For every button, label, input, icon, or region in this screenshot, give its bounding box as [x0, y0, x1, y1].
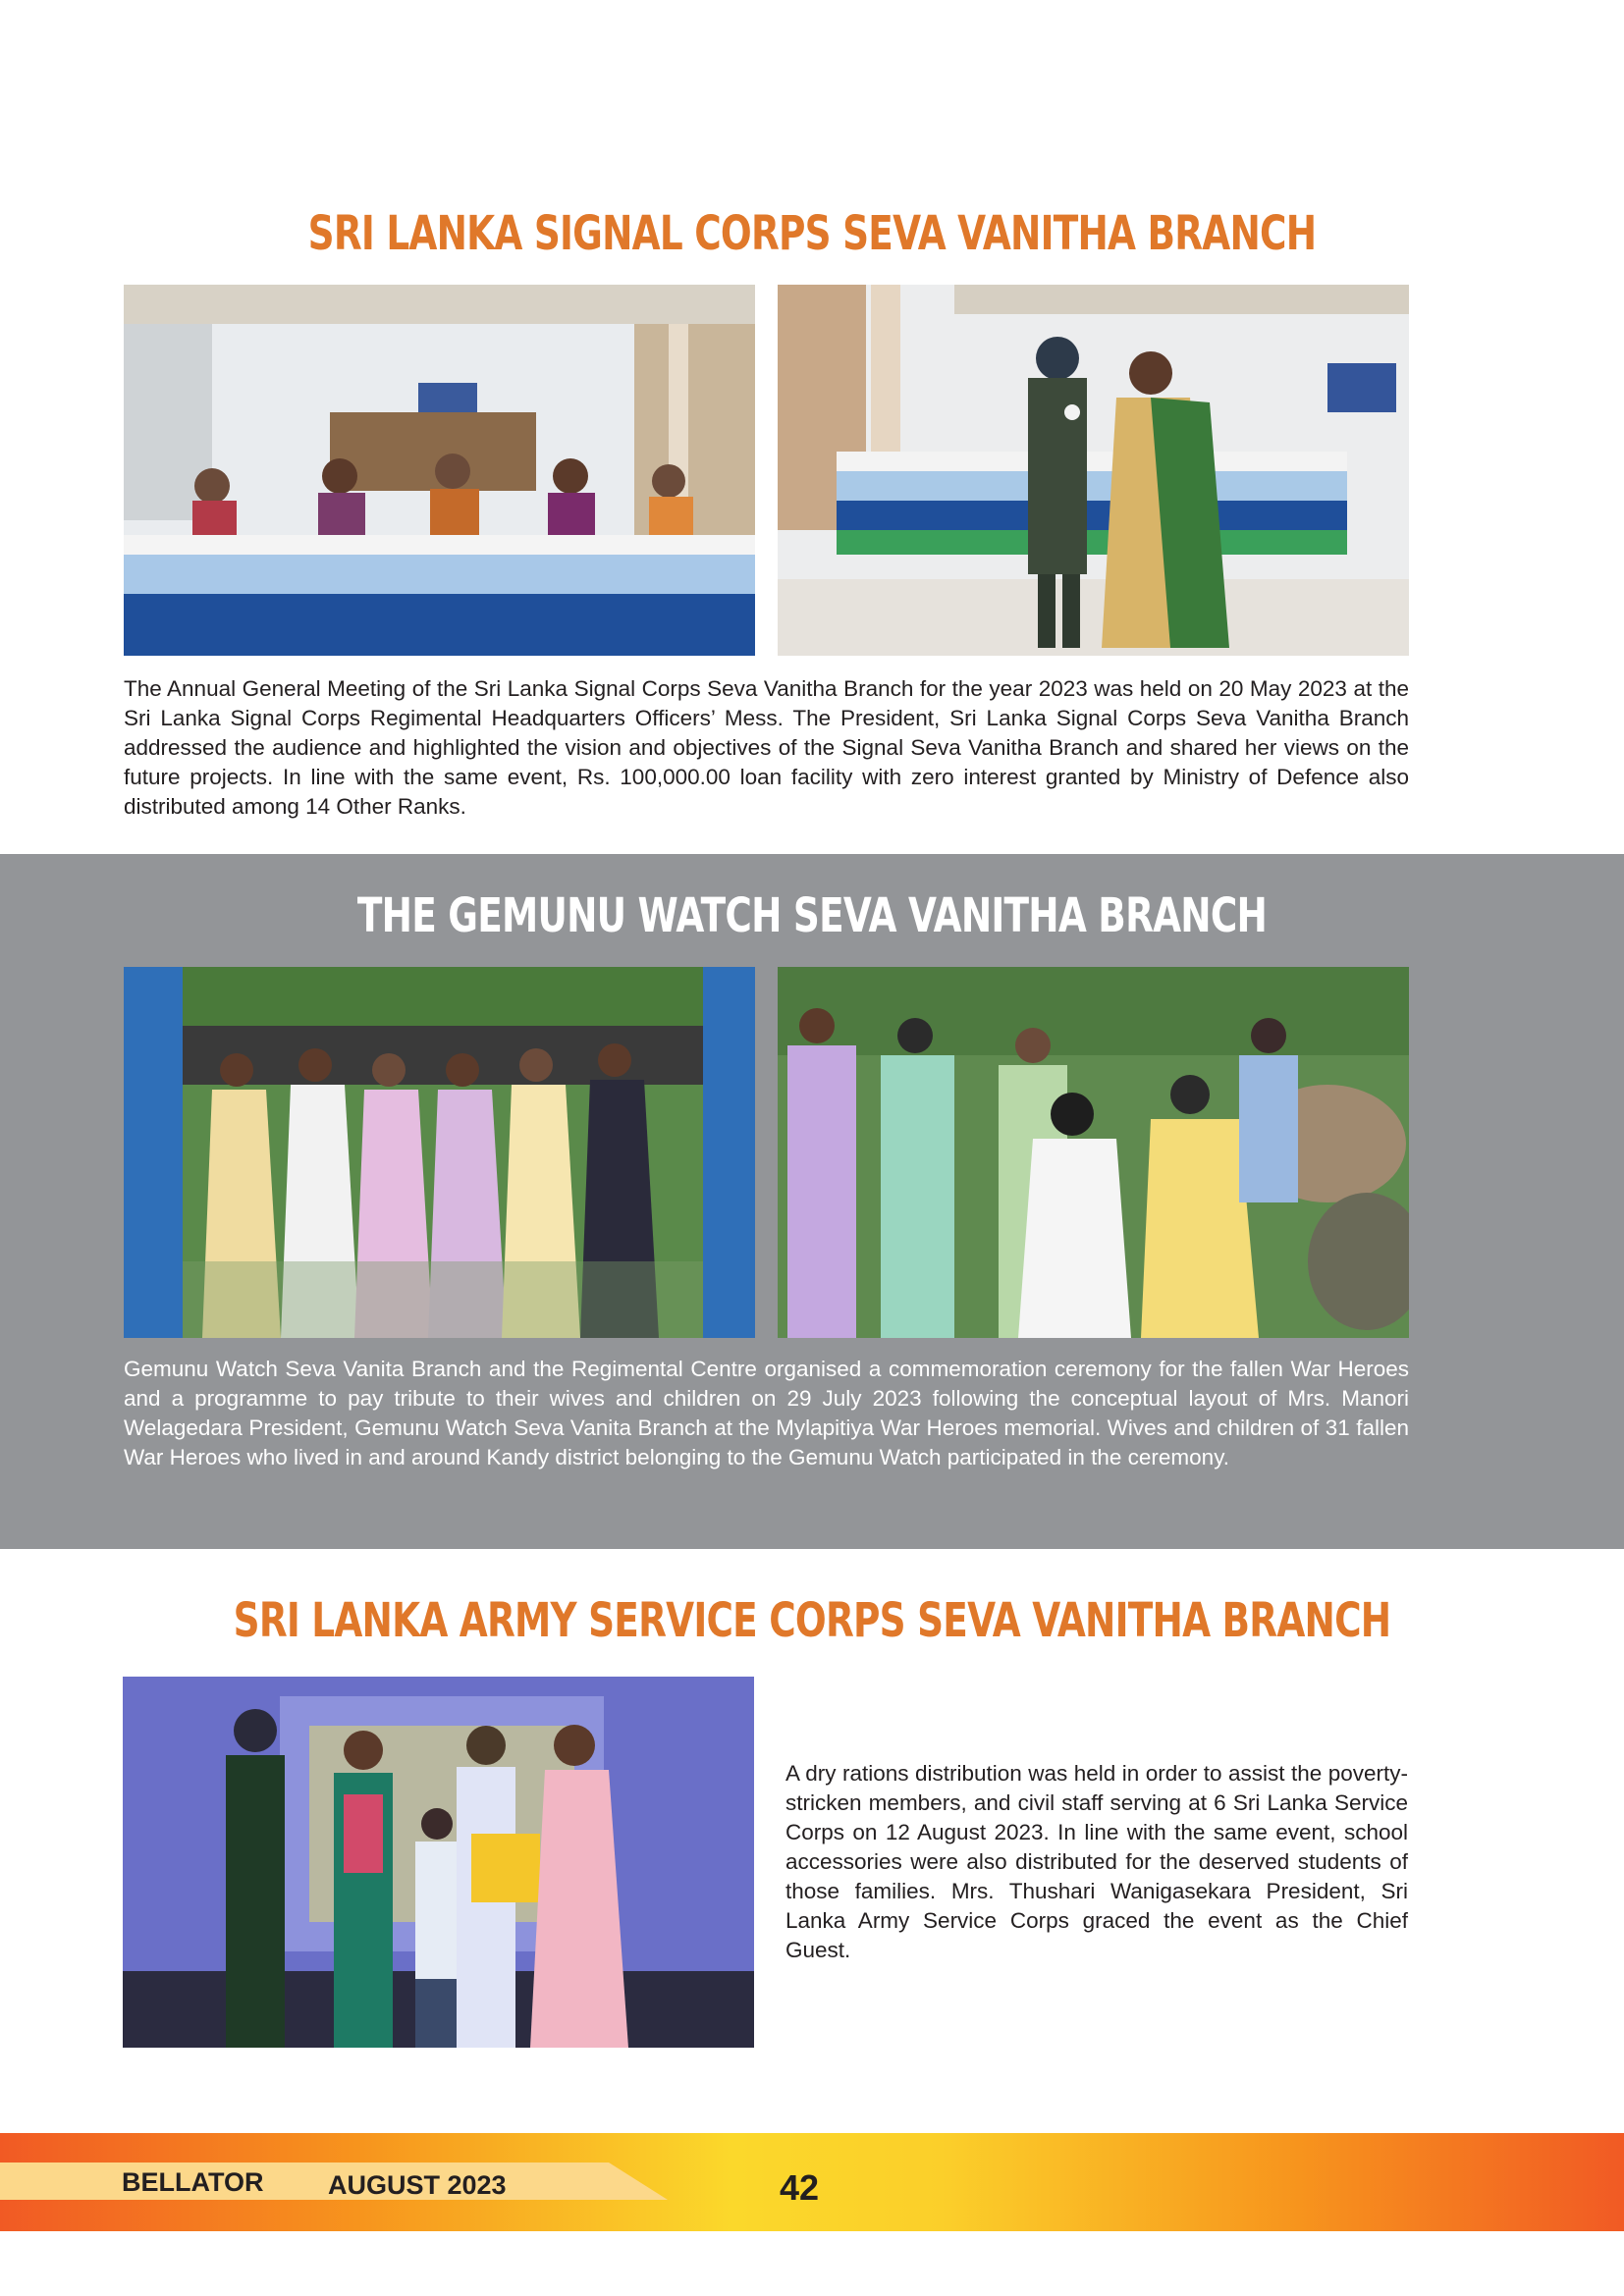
page-number: 42 — [780, 2167, 820, 2208]
service-corps-rations-photo — [123, 1677, 754, 2048]
section3-heading: SRI LANKA ARMY SERVICE CORPS SEVA VANITHA BRANCH — [233, 1593, 1391, 1648]
signal-corps-meeting-photo — [124, 285, 755, 656]
section3-paragraph: A dry rations distribution was held in order to assist the poverty-stricken members, and civil staff serving at 6 Sri Lanka Service Corps on 12 August 2023. In line with the same event, school accessories were also distributed for the deserved students of those families. Mrs. Thushari Wanigasekara President, Sri Lanka Army Service Corps graced the event as the Chief Guest. — [785, 1761, 1408, 1962]
section1-heading: SRI LANKA SIGNAL CORPS SEVA VANITHA BRANCH — [307, 206, 1317, 261]
gemunu-ceremony-ladies-photo — [124, 967, 755, 1338]
footer-magazine-name: BELLATOR — [122, 2167, 264, 2197]
section1-paragraph: The Annual General Meeting of the Sri Lanka Signal Corps Seva Vanitha Branch for the year 2023 was held on 20 May 2023 at the Sri Lanka Signal Corps Regimental Headquarters Officers’ Mess. The President, Sri Lanka Signal Corps Seva Vanitha Branch addressed the audience and highlighted the vision and objectives of the Signal Seva Vanitha Branch and shared her views on the future projects. In line with the same event, Rs. 100,000.00 loan facility with zero interest granted by Ministry of Defence also distributed among 14 Other Ranks. — [124, 676, 1409, 819]
signal-corps-loan-handover-photo — [778, 285, 1409, 656]
footer-issue-date: AUGUST 2023 — [328, 2170, 507, 2200]
gemunu-ceremony-greeting-photo — [778, 967, 1409, 1338]
section2-heading: THE GEMUNU WATCH SEVA VANITHA BRANCH — [356, 888, 1268, 943]
section2-paragraph: Gemunu Watch Seva Vanita Branch and the Regimental Centre organised a commemoration ceremony for the fallen War Heroes and a programme to pay tribute to their wives and children on 29 July 2023 following the conceptual layout of Mrs. Manori Welagedara President, Gemunu Watch Seva Vanita Branch at the Mylapitiya War Heroes memorial. Wives and children of 31 fallen War Heroes who lived in and around Kandy district belonging to the Gemunu Watch participated in the ceremony. — [124, 1357, 1409, 1469]
